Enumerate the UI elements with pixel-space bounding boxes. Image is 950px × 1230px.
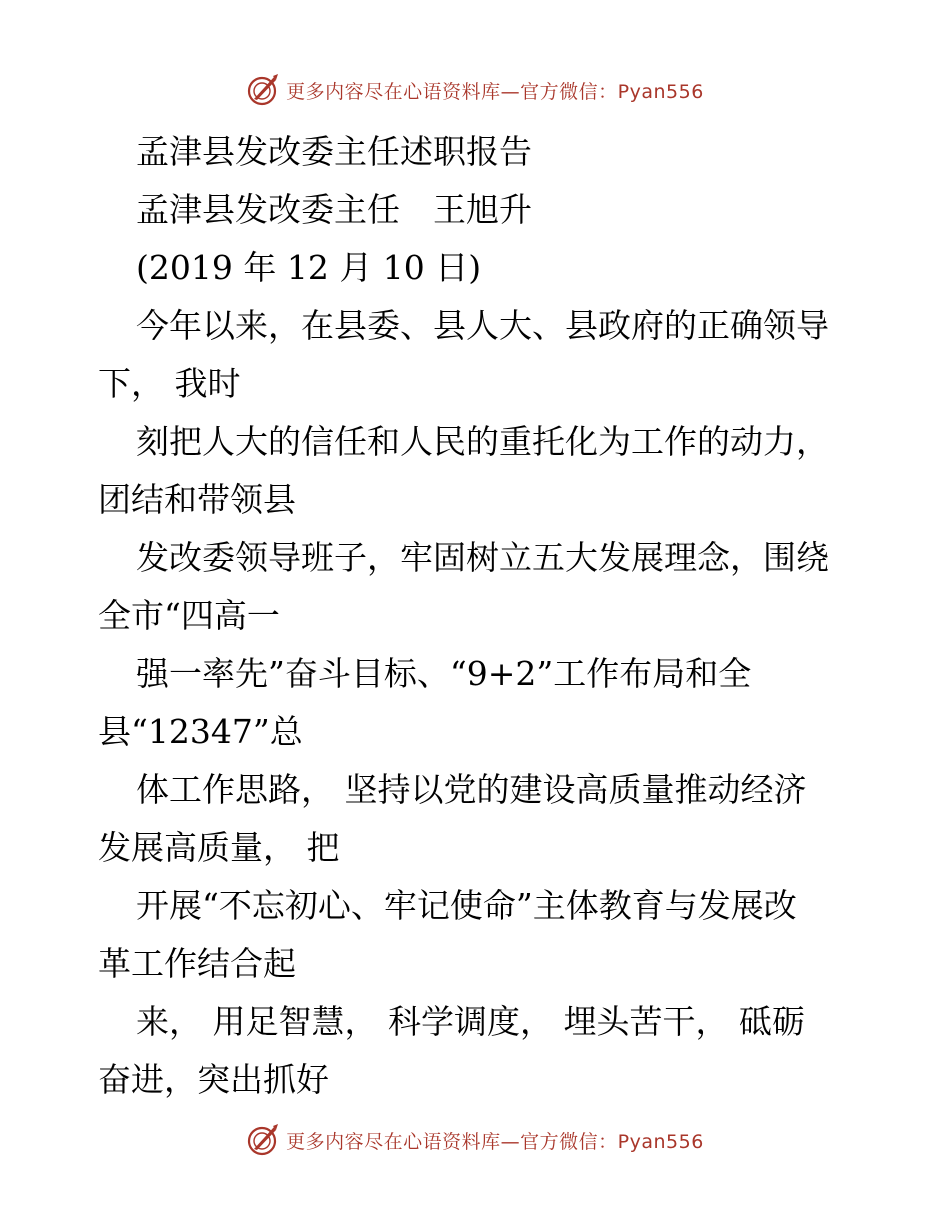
text-line: 全市“四高一 xyxy=(98,596,280,635)
text-line: 发改委领导班子，牢固树立五大发展理念，围绕 xyxy=(136,538,829,577)
text-line: 刻把人大的信任和人民的重托化为工作的动力， xyxy=(136,422,829,461)
date-line: (2019 年 12 月 10 日) xyxy=(136,248,482,287)
text-line: 今年以来，在县委、县人大、县政府的正确领导 xyxy=(136,306,829,345)
document-title: 孟津县发改委主任述职报告 xyxy=(136,132,532,171)
quill-seal-icon xyxy=(246,73,280,107)
text-line: 下， 我时 xyxy=(98,364,241,403)
text-line: 奋进，突出抓好 xyxy=(98,1060,329,1099)
text-line: 县“12347”总 xyxy=(98,712,303,751)
text-line: 开展“不忘初心、牢记使命”主体教育与发展改 xyxy=(136,886,797,925)
text-line: 体工作思路， 坚持以党的建设高质量推动经济 xyxy=(136,770,807,809)
text-line: 革工作结合起 xyxy=(98,944,296,983)
quill-seal-icon xyxy=(246,1123,280,1157)
author-line: 孟津县发改委主任 王旭升 xyxy=(136,190,532,229)
text-line: 强一率先”奋斗目标、“9+2”工作布局和全 xyxy=(136,654,752,693)
text-line: 来， 用足智慧， 科学调度， 埋头苦干， 砥砺 xyxy=(136,1002,805,1041)
header-banner xyxy=(0,70,950,110)
text-line: 团结和带领县 xyxy=(98,480,296,519)
footer-banner xyxy=(0,1120,950,1160)
banner-text: 更多内容尽在心语资料库—官方微信：Pyan556 xyxy=(286,80,704,103)
banner-text: 更多内容尽在心语资料库—官方微信：Pyan556 xyxy=(286,1130,704,1153)
text-line: 发展高质量， 把 xyxy=(98,828,340,867)
